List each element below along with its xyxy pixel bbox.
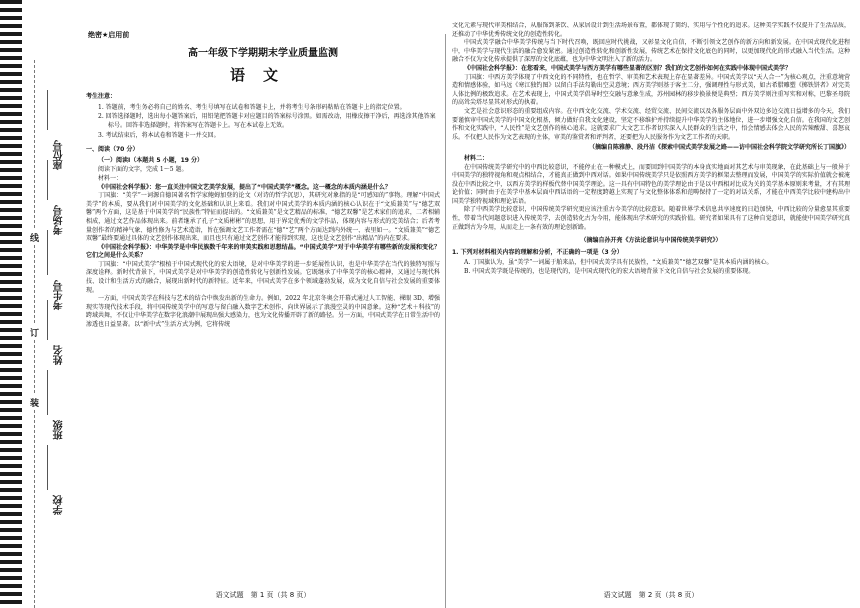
answer-option: A. 丁国旗认为，虽“美学”一词属于舶来品，但中国式美学具有民族性，“文质兼美”“德艺双馨”是其本质内涵的核心。 bbox=[464, 259, 773, 267]
binding-margin bbox=[0, 0, 82, 608]
section-heading: 一、阅读（70 分） bbox=[86, 146, 139, 154]
notes-title: 考生注意： bbox=[86, 93, 117, 101]
question-stem: 1. 下列对材料相关内容的理解和分析，不正确的一项是（3 分） bbox=[452, 248, 623, 256]
name-field bbox=[47, 300, 48, 340]
instruction: 阅读下面的文字，完成 1～5 题。 bbox=[98, 166, 188, 174]
interview-answer: 一方面，中国式美学在科技与艺术的结合中焕发出新的生命力。例如，2022 年北京冬奥会开幕式通过人工智能、裸眼 3D、增强现实等现代技术手段，将中国传统美学中的写意与留白融入数字艺术创作，向世界展示了浪漫空灵的中国意象。这种“艺术＋科技”的跨域共舞，不仅让中华美学在数字化浪潮中展现出强大感染力，也为文化传播开辟了新的路径。另一方面，中国式美学在日常生活中的渗透也日益显著。以“新中式”生活方式为例，它将传统 bbox=[86, 295, 440, 329]
cut-word: 订 bbox=[30, 325, 39, 340]
interview-question: 《中国社会科学报》：在您看来，中国式美学与西方美学有哪些显著的区别？我们的文艺创作如何在实践中体现中国式美学？ bbox=[464, 64, 792, 72]
secret-label: 绝密★启用前 bbox=[88, 31, 130, 39]
examinee-number-label: 考生号 bbox=[54, 280, 65, 310]
source-citation: （摘编自孙开亮《方法论意识与中国传统美学研究》） bbox=[580, 237, 722, 245]
notes-list bbox=[86, 104, 440, 140]
paragraph: 除了中西美学比较意识，中国传统美学研究更应该注重古今美学的比较意识。随着世界学术信息共享速度的日趋加快，中西比较的分量愈显其重要性，带着当代问题意识进入传统美学，去创造转化古为今用，能体现出学术研究的实践价值。研究者如果具有了这种自觉意识，就能使中国美学研究真正做到古为今用，从而走上一条有效的理论创新路。 bbox=[452, 206, 850, 231]
binding-stripes bbox=[0, 0, 22, 608]
cut-word: 装 bbox=[30, 395, 39, 410]
material-label: 材料一： bbox=[98, 174, 123, 182]
paragraph: 在中国传统美学研究中的中西比较意识，不能停止在一种模式上，而要回到中国美学的本身真实地面对其艺术与审美现象，在此基础上与一般异于中国美学的独特视角和观点相结合，才能真正做到中西对话。如果中国传统美学只是依照西方美学的框架去整理而发展，中国美学的实际价值就会被淹没在中西比较之中，以西方美学的样板代替中国美学理论。这一具有中国特色的美学理论由于是以中西相对比成为关的美学基本原则来考量，才有其理论价值；同时由于在美学中基本层面中西话语的一定程度跨越上实现了与文化整体体系和范畴保持了一定的对话关系，才能在中西美学比较中建构出中国美学独特视域和理论话语。 bbox=[452, 163, 850, 205]
page-divider bbox=[445, 34, 446, 608]
page-left bbox=[86, 22, 440, 582]
seat-field bbox=[47, 90, 48, 130]
note-item: 2. 回答选择题时，选出每小题答案后，用铅笔把答题卡对应题目的答案标号涂黑。如需改动，用橡皮擦干净后，再选涂其他答案标号。回答非选择题时，将答案写在答题卡上。写在本试卷上无效。 bbox=[98, 113, 436, 129]
subject-title: 语文 bbox=[229, 65, 296, 84]
seat-label: 座位号 bbox=[54, 140, 65, 170]
page-footer: 语文试题 第 1 页（共 8 页） bbox=[215, 591, 311, 599]
answer-option: B. 中国式美学既是传统的，也是现代的，是中国式现代化的宏大语境背景下文化自信与社会发展的重要体现。 bbox=[464, 268, 755, 276]
exam-room-field bbox=[47, 160, 48, 200]
interview-question: 《中国社会科学报》：中华美学是中华民族数千年来的审美实践和思想结晶。“中国式美学”对于中华美学有哪些新的发展和变化？它们之间是什么关系？ bbox=[86, 243, 440, 260]
class-field bbox=[47, 370, 48, 415]
school-label: 学校 bbox=[54, 495, 65, 515]
source-citation: （摘编自陈雅静、段丹洁《探索中国式美学发展之路——访中国社会科学院文学研究所长丁国旗》） bbox=[588, 144, 850, 152]
subsection-heading: （一）阅读Ⅰ（本题共 5 小题，19 分） bbox=[98, 156, 204, 164]
school-field bbox=[47, 445, 48, 490]
cut-word: 线 bbox=[30, 230, 39, 245]
exam-room-label: 考场号 bbox=[54, 205, 65, 235]
interview-answer: 丁国旗：“美学”一词源自德国著名哲学家鲍姆加登的论文（对诗的哲学沉思），其研究对象指的是“可感知的”事物。理解“中国式美学”的本质，要从我们对中国美学的文化基础和认识上来看。我们对中国式美学的本质内涵的核心认识在于“文质兼美”与“德艺双馨”两个方面，这是基于中国美学的“民族性”特征而提出的。“文质兼美”是文艺精品的标准，“德艺双馨”是艺术家们的追求，二者相辅相成，通过文艺作品体现出来。前者继承了孔子“文质彬彬”的思想，用于界定优秀的文学作品，体现内容与形式的完美结合；后者考量创作者的精神气象、德性修为与艺术造诣，旨在强调文艺工作者需在“德”“艺”两个方面达到内外统一、表里如一。“文质兼美”“德艺双馨”最终要通过具体的文艺创作体现出来，而且也只有通过文艺创作才能得到实现，这也是文艺创作“出精品”的内在要求。 bbox=[86, 192, 440, 243]
examinee-number-field bbox=[47, 230, 48, 275]
note-item: 1. 答题前，考生务必将自己的姓名、考生号填写在试卷和答题卡上，并将考生号条形码粘贴在答题卡上的指定位置。 bbox=[98, 103, 406, 111]
material-label: 材料二： bbox=[464, 154, 489, 162]
exam-title: 高一年级下学期期末学业质量监测 bbox=[188, 48, 338, 59]
name-label: 姓名 bbox=[54, 345, 65, 365]
paragraph: 文化元素与现代审美相结合，从服饰到茶饮、从家居设计到生活场景布置，都体现了简约、实用与个性化的追求。这种美学实践不仅提升了生活品质，还推动了中华优秀传统文化的创造性转化。 bbox=[452, 22, 850, 38]
page-footer: 语文试题 第 2 页（共 8 页） bbox=[603, 591, 699, 599]
paragraph: 中国式美学融合中华美学传统与当下时代召唤，既回应时代挑战，又彰显文化自信，不断引领文艺创作的新方向和新发展。在中国式现代化进程中，中华美学与现代生活的融合愈发紧密。通过创造性转化和创新性发展，传统艺术在保持文化底色的同时，以更加现代化的形式融入当代生活。这种融合不仅为文化传承提供了深厚的文化底蕴，也为中华文明注入了新的活力。 bbox=[452, 39, 850, 64]
note-item: 3. 考试结束后，将本试卷和答题卡一并交回。 bbox=[98, 131, 220, 139]
page-right bbox=[452, 22, 850, 582]
interview-answer: 丁国旗：“中国式美学”根植于中国式现代化的宏大语境，是对中华美学的进一步延展性认识，也是中华美学在当代的独特写照与深度诠释。新时代背景下，中国式美学是对中华美学的创造性转化与创新性发展。它既继承了中华美学的核心精神，又通过与现代科技、设计和生活方式的融合，展现出新时代的新特征。近年来，中国式美学在多个领域蓬勃发展，成为文化自信与社会发展的重要体现。 bbox=[86, 260, 440, 294]
interview-answer: 丁国旗：中西方美学体现了中西文化的不同特性，也在哲学、审美和艺术表现上存在显著差异。中国式美学以“天人合一”为核心观点，注重意境营造和情感体验，如马远《寒江独钓图》以留白手法勾勒出空灵意境；西方美学则基于客主二分，强调理性与形式美，如古希腊雕塑《掷铁饼者》对完美人体比例的极致追求。在艺术表现上，中国式美学倡导时空交融与意象生成，苏州园林的移步换景便是典型；西方美学则注重写实和对称，巴黎圣母院的高耸尖塔尽显其对形式的执着。 bbox=[452, 73, 850, 107]
interview-answer: 文艺是社会意识形态的重要组成内容。在中西文化交流、学术交流、经贸交流、民间交流以及各服务层面中外双边多边交流日益增多的今天，我们要谨慎审中国式美学的中国文化根基，倾力做好自我文化建设，坚定不移维护并持续提升中华美学的主体地位，进一步增强文化自信。在我国的文艺创作和文化实践中，“人民性”是文艺创作的核心追求。这就要求广大文艺工作者切实深入人民群众的生活之中，悟会情感去体会人民的苦辣酸甜、喜怒哀乐。不仅把人民作为文艺表现的主体，审美的鉴赏者和评判者，还要把为人民服务作为文艺工作者的天职。 bbox=[452, 107, 850, 141]
class-label: 班级 bbox=[54, 420, 65, 440]
interview-question: 《中国社会科学报》：您一直关注中国文艺美学发展，提出了“中国式美学”概念。这一概念的本质内涵是什么？ bbox=[98, 183, 391, 191]
